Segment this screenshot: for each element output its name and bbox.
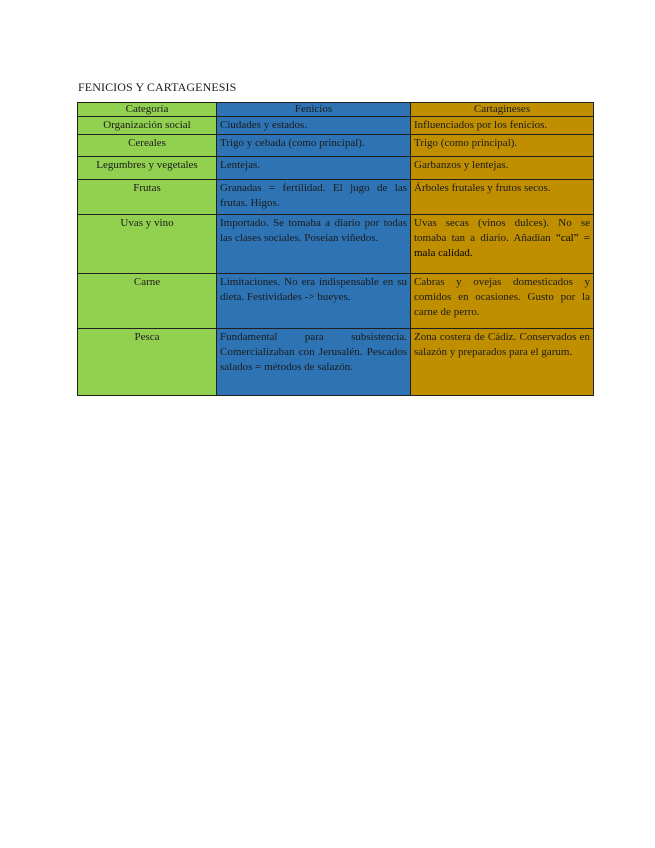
table-header-row — [78, 103, 594, 117]
cell-fenicios: Lentejas. — [217, 157, 411, 180]
cell-cartagineses: Zona costera de Cádiz. Conservados en salazón y preparados para el garum. — [411, 329, 594, 396]
cell-text-highlight: “cal” = mala calidad. — [414, 232, 590, 259]
cell-cartagineses — [411, 215, 594, 274]
document-title: FENICIOS Y CARTAGENESIS — [78, 80, 237, 94]
cell-categoria: Uvas y vino — [78, 215, 217, 274]
cell-categoria: Frutas — [78, 180, 217, 215]
cell-fenicios: Limitaciones. No era indispensable en su dieta. Festividades -> bueyes. — [217, 274, 411, 329]
cell-fenicios: Fundamental para subsistencia. Comercializaban con Jerusalén. Pescados salados = métodos de salazón. — [217, 329, 411, 396]
table-row — [78, 180, 594, 215]
table-row — [78, 215, 594, 274]
header-categoria: Categoría — [78, 103, 217, 117]
cell-cartagineses: Garbanzos y lentejas. — [411, 157, 594, 180]
header-cartagineses: Cartagineses — [411, 103, 594, 117]
header-fenicios: Fenicios — [217, 103, 411, 117]
table-row — [78, 117, 594, 135]
table-row — [78, 157, 594, 180]
cell-fenicios: Granadas = fertilidad. El jugo de las frutas. Higos. — [217, 180, 411, 215]
table-row — [78, 135, 594, 157]
cell-cartagineses: Árboles frutales y frutos secos. — [411, 180, 594, 215]
table-row — [78, 329, 594, 396]
cell-categoria: Organización social — [78, 117, 217, 135]
cell-fenicios: Importado. Se tomaba a diario por todas las clases sociales. Poseían viñedos. — [217, 215, 411, 274]
cell-text: Uvas secas (vinos dulces). No se tomaba tan a diario. Añadían — [414, 217, 590, 244]
table-row — [78, 274, 594, 329]
cell-cartagineses: Trigo (como principal). — [411, 135, 594, 157]
cell-fenicios: Trigo y cebada (como principal). — [217, 135, 411, 157]
comparison-table — [77, 102, 594, 396]
cell-cartagineses: Cabras y ovejas domesticados y comidos en ocasiones. Gusto por la carne de perro. — [411, 274, 594, 329]
cell-cartagineses: Influenciados por los fenicios. — [411, 117, 594, 135]
cell-categoria: Cereales — [78, 135, 217, 157]
cell-categoria: Carne — [78, 274, 217, 329]
cell-fenicios: Ciudades y estados. — [217, 117, 411, 135]
cell-categoria: Pesca — [78, 329, 217, 396]
cell-categoria: Legumbres y vegetales — [78, 157, 217, 180]
